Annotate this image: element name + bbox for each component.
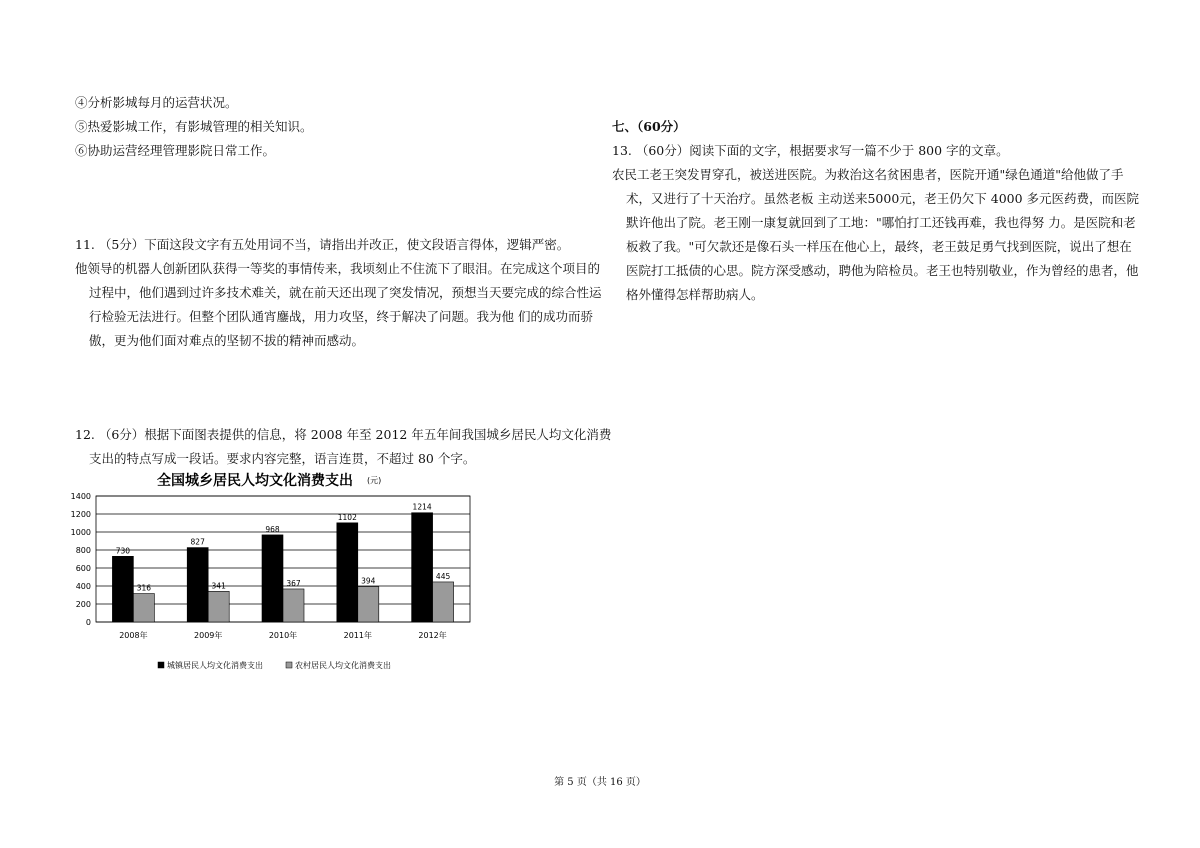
bar — [337, 523, 358, 622]
bar-value-label: 1102 — [337, 512, 357, 522]
q13-text-line: 格外懂得怎样帮助病人。 — [626, 287, 764, 302]
legend-swatch — [158, 662, 164, 668]
y-tick-label: 200 — [75, 600, 91, 609]
bar — [112, 556, 133, 622]
bar-value-label: 394 — [361, 576, 376, 586]
q11-text-line: 过程中，他们遇到过许多技术难关，就在前天还出现了突发情况，预想当天要完成的综合性运 — [89, 285, 602, 300]
y-tick-label: 1000 — [70, 528, 91, 537]
y-tick-label: 600 — [75, 564, 91, 573]
bar-value-label: 316 — [136, 583, 152, 593]
bar — [262, 535, 283, 622]
bar-value-label: 341 — [211, 581, 226, 591]
option-4: ④分析影城每月的运营状况。 — [75, 95, 238, 110]
q13-text-line: 板救了我。"可欠款还是像石头一样压在他心上，最终，老王鼓足勇气找到医院，说出了想在 — [626, 239, 1132, 254]
q11-text-line: 他领导的机器人创新团队获得一等奖的事情传来，我顷刻止不住流下了眼泪。在完成这个项目的 — [75, 261, 601, 276]
q12-prompt-line2: 支出的特点写成一段话。要求内容完整，语言连贯，不超过 80 个字。 — [89, 451, 476, 466]
q11-text-line: 傲，更为他们面对难点的坚韧不拔的精神而感动。 — [89, 333, 365, 348]
y-tick-label: 800 — [75, 546, 91, 555]
option-6: ⑥协助运营经理管理影院日常工作。 — [75, 143, 276, 158]
legend-swatch — [286, 662, 292, 668]
bar-value-label: 968 — [265, 524, 280, 534]
y-tick-label: 0 — [85, 618, 91, 627]
bar — [412, 513, 433, 622]
chart-title-unit: (元) — [367, 476, 382, 485]
page-footer: 第 5 页（共 16 页） — [554, 777, 646, 788]
legend-label: 城镇居民人均文化消费支出 — [167, 661, 263, 670]
x-tick-label: 2012年 — [418, 631, 447, 640]
q12-prompt-line1: 12. （6分）根据下面图表提供的信息，将 2008 年至 2012 年五年间我国城乡居民人均文化消费 — [75, 427, 612, 442]
bar — [208, 591, 229, 622]
x-tick-label: 2009年 — [194, 631, 223, 640]
q13-text-line: 医院打工抵债的心思。院方深受感动，聘他为陪检员。老王也特别敬业，作为曾经的患者，他 — [626, 263, 1139, 278]
q11-prompt: 11. （5分）下面这段文字有五处用词不当，请指出并改正，使文段语言得体，逻辑严密。 — [75, 237, 570, 252]
y-tick-label: 1200 — [70, 510, 91, 519]
bar-value-label: 1214 — [412, 502, 432, 512]
x-tick-label: 2010年 — [268, 631, 298, 640]
bar-value-label: 367 — [286, 578, 301, 588]
bar — [283, 589, 304, 622]
q13-prompt: 13. （60分）阅读下面的文字，根据要求写一篇不少于 800 字的文章。 — [612, 143, 1009, 158]
section-title: 七、（60分） — [612, 119, 686, 134]
x-tick-label: 2011年 — [343, 631, 372, 640]
q11-text-line: 行检验无法进行。但整个团队通宵鏖战，用力攻坚，终于解决了问题。我为他 们的成功而骄 — [89, 309, 593, 324]
chart-title: 全国城乡居民人均文化消费支出 — [157, 473, 353, 489]
q13-text-line: 默许他出了院。老王刚一康复就回到了工地："哪怕打工还钱再难，我也得努 力。是医院和老 — [626, 215, 1136, 230]
y-tick-label: 1400 — [70, 492, 91, 501]
option-5: ⑤热爱影城工作，有影城管理的相关知识。 — [75, 119, 313, 134]
culture-spending-chart — [60, 468, 490, 683]
bar — [433, 582, 454, 622]
bar — [358, 587, 379, 622]
bar — [133, 594, 154, 622]
bar-value-label: 445 — [435, 571, 451, 581]
q13-text-line: 农民工老王突发胃穿孔，被送进医院。为救治这名贫困患者，医院开通"绿色通道"给他做了手 — [612, 167, 1124, 182]
q13-text-line: 术，又进行了十天治疗。虽然老板 主动送来5000元，老王仍欠下 4000 多元医药费，而医院 — [626, 191, 1140, 206]
legend-label: 农村居民人均文化消费支出 — [295, 661, 391, 670]
x-tick-label: 2008年 — [119, 631, 148, 640]
y-tick-label: 400 — [75, 582, 91, 591]
bar-value-label: 730 — [115, 546, 131, 556]
bar — [187, 548, 208, 622]
bar-value-label: 827 — [190, 537, 205, 547]
